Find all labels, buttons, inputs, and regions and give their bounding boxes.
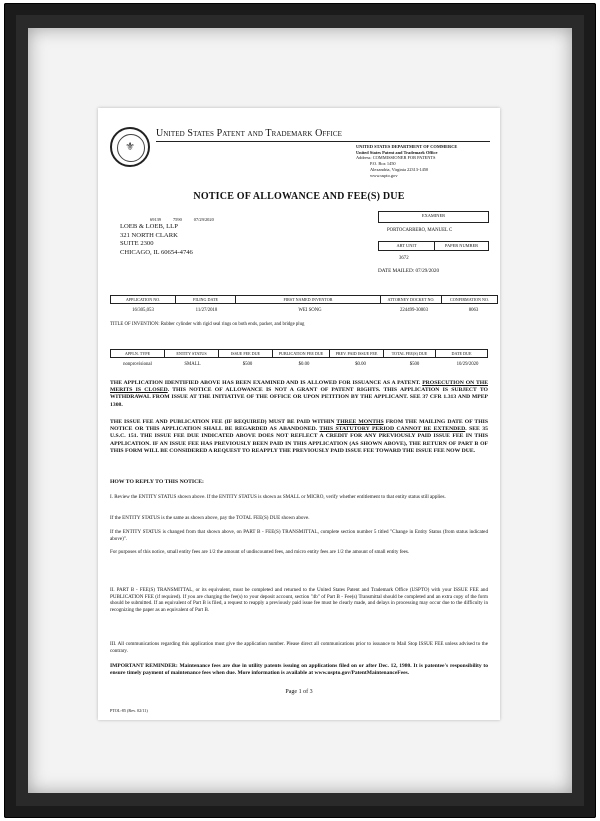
instruction-fee-purposes: For purposes of this notice, small entity fees are 1/2 the amount of undiscounted fees, and micro entity fees are 1/2 the amount of small entity fees. [110,549,410,555]
allowance-paragraph: THE APPLICATION IDENTIFIED ABOVE HAS BEEN EXAMINED AND IS ALLOWED FOR ISSUANCE AS A PATENT. PROSECUTION ON THE MERITS IS CLOSED. THIS NOTICE OF ALLOWANCE IS NOT A GRANT OF PATENT RIGHTS. THIS APPLICATION IS SUBJECT TO WITHDRAWAL FROM ISSUE AT THE INITIATIVE OF THE OFFICE OR UPON PETITION BY THE APPLICANT. SEE 37 CFR 1.313 AND MPEP 1308. [110,380,488,408]
art-unit-label: ART UNIT [378,241,435,251]
application-table-header: APPLICATION NO. FILING DATE FIRST NAMED INVENTOR ATTORNEY DOCKET NO. CONFIRMATION NO. [110,295,497,304]
how-to-reply-heading: HOW TO REPLY TO THIS NOTICE: [110,479,204,485]
paper-number-label: PAPER NUMBER [434,241,489,251]
form-identifier: PTOL-85 (Rev. 02/11) [110,708,148,713]
title-of-invention: TITLE OF INVENTION: Rubber cylinder with rigid seal rings on both ends, packer, and bridge plug [110,322,305,327]
notice-title: NOTICE OF ALLOWANCE AND FEE(S) DUE [193,191,405,202]
instruction-changed-status: If the ENTITY STATUS is changed from that shown above, on PART B - FEE(S) TRANSMITTAL, complete section number 5 titled "Change in Entity Status (from status indicated above)". [110,529,488,542]
instruction-ii: II. PART B - FEE(S) TRANSMITTAL, or its equivalent, must be completed and returned to the United States Patent and Trademark Office (USPTO) with your ISSUE FEE and PUBLICATION FEE (if required). If you are charging the fee(s) to your deposit account, section "4b" of Part B - Fee(s) Transmittal should be completed and an extra copy of the form should be submitted. If an equivalent of Part B is filed, a request to reapply a previously paid issue fee must be clearly made, and delays in processing may occur due to the difficulty in recognizing the paper as an equivalent of Part B. [110,587,488,613]
uspto-seal-icon: ⚜ [110,127,150,167]
examiner-name: PORTOCARRERO, MANUEL C [387,228,453,233]
office-title: United States Patent and Trademark Office [156,128,342,139]
issue-fee-paragraph: THE ISSUE FEE AND PUBLICATION FEE (IF REQUIRED) MUST BE PAID WITHIN THREE MONTHS FROM THE MAILING DATE OF THIS NOTICE OR THIS APPLICATION SHALL BE REGARDED AS ABANDONED. THIS STATUTORY PERIOD CANNOT BE EXTENDED. SEE 35 U.S.C. 151. THE ISSUE FEE DUE INDICATED ABOVE DOES NOT REFLECT A CREDIT FOR ANY PREVIOUSLY PAID ISSUE FEE IN THIS APPLICATION. IF AN ISSUE FEE HAS PREVIOUSLY BEEN PAID IN THIS APPLICATION (AS SHOWN ABOVE), THE RETURN OF PART B OF THIS FORM WILL BE CONSIDERED A REQUEST TO REAPPLY THE PREVIOUSLY PAID ISSUE FEE TOWARD THE ISSUE FEE NOW DUE. [110,419,488,454]
page-number: Page 1 of 3 [285,689,313,695]
department-address: UNITED STATES DEPARTMENT OF COMMERCE United States Patent and Trademark Office Address: COMMISSIONER FOR PATENTS P.O. Box 1450 Alexandria, Virginia 22313-1450 www.uspto.gov [356,144,458,178]
date-mailed: DATE MAILED: 07/29/2020 [378,268,440,274]
maintenance-reminder: IMPORTANT REMINDER: Maintenance fees are due in utility patents issuing on applications filed on or after Dec. 12, 1980. It is patentee's responsibility to ensure timely payment of maintenance fees when due. More information is available at www.uspto.gov/PatentMaintenanceFees. [110,663,488,676]
document-page [98,108,500,720]
fee-table-header: APPLN. TYPE ENTITY STATUS ISSUE FEE DUE PUBLICATION FEE DUE PREV. PAID ISSUE FEE TOTAL FEE(S) DUE DATE DUE [110,349,487,358]
fee-table-row: nonprovisional SMALL $500 $0.00 $0.00 $500 10/29/2020 [123,362,479,367]
art-unit-value: 3672 [399,256,409,261]
instruction-i: I. Review the ENTITY STATUS shown above. If the ENTITY STATUS is shown as SMALL or MICRO, verify whether entitlement to that entity status still applies. [110,494,446,500]
title-rule [156,141,490,142]
correspondence-address: LOEB & LOEB, LLP 321 NORTH CLARK SUITE 2300 CHICAGO, IL 60654-4746 [120,223,193,257]
instruction-iii: III. All communications regarding this application must give the application number. Please direct all communications prior to issuance to Mail Stop ISSUE FEE unless advised to the contrary. [110,641,488,654]
instruction-same-status: If the ENTITY STATUS is the same as shown above, pay the TOTAL FEE(S) DUE shown above. [110,515,310,521]
examiner-label: EXAMINER [378,211,489,223]
correspondence-codes: 69139 7590 07/29/2020 [150,217,214,222]
application-table-row: 16/305,053 11/27/2018 WEI SONG 224499-30003 8063 [132,308,479,313]
